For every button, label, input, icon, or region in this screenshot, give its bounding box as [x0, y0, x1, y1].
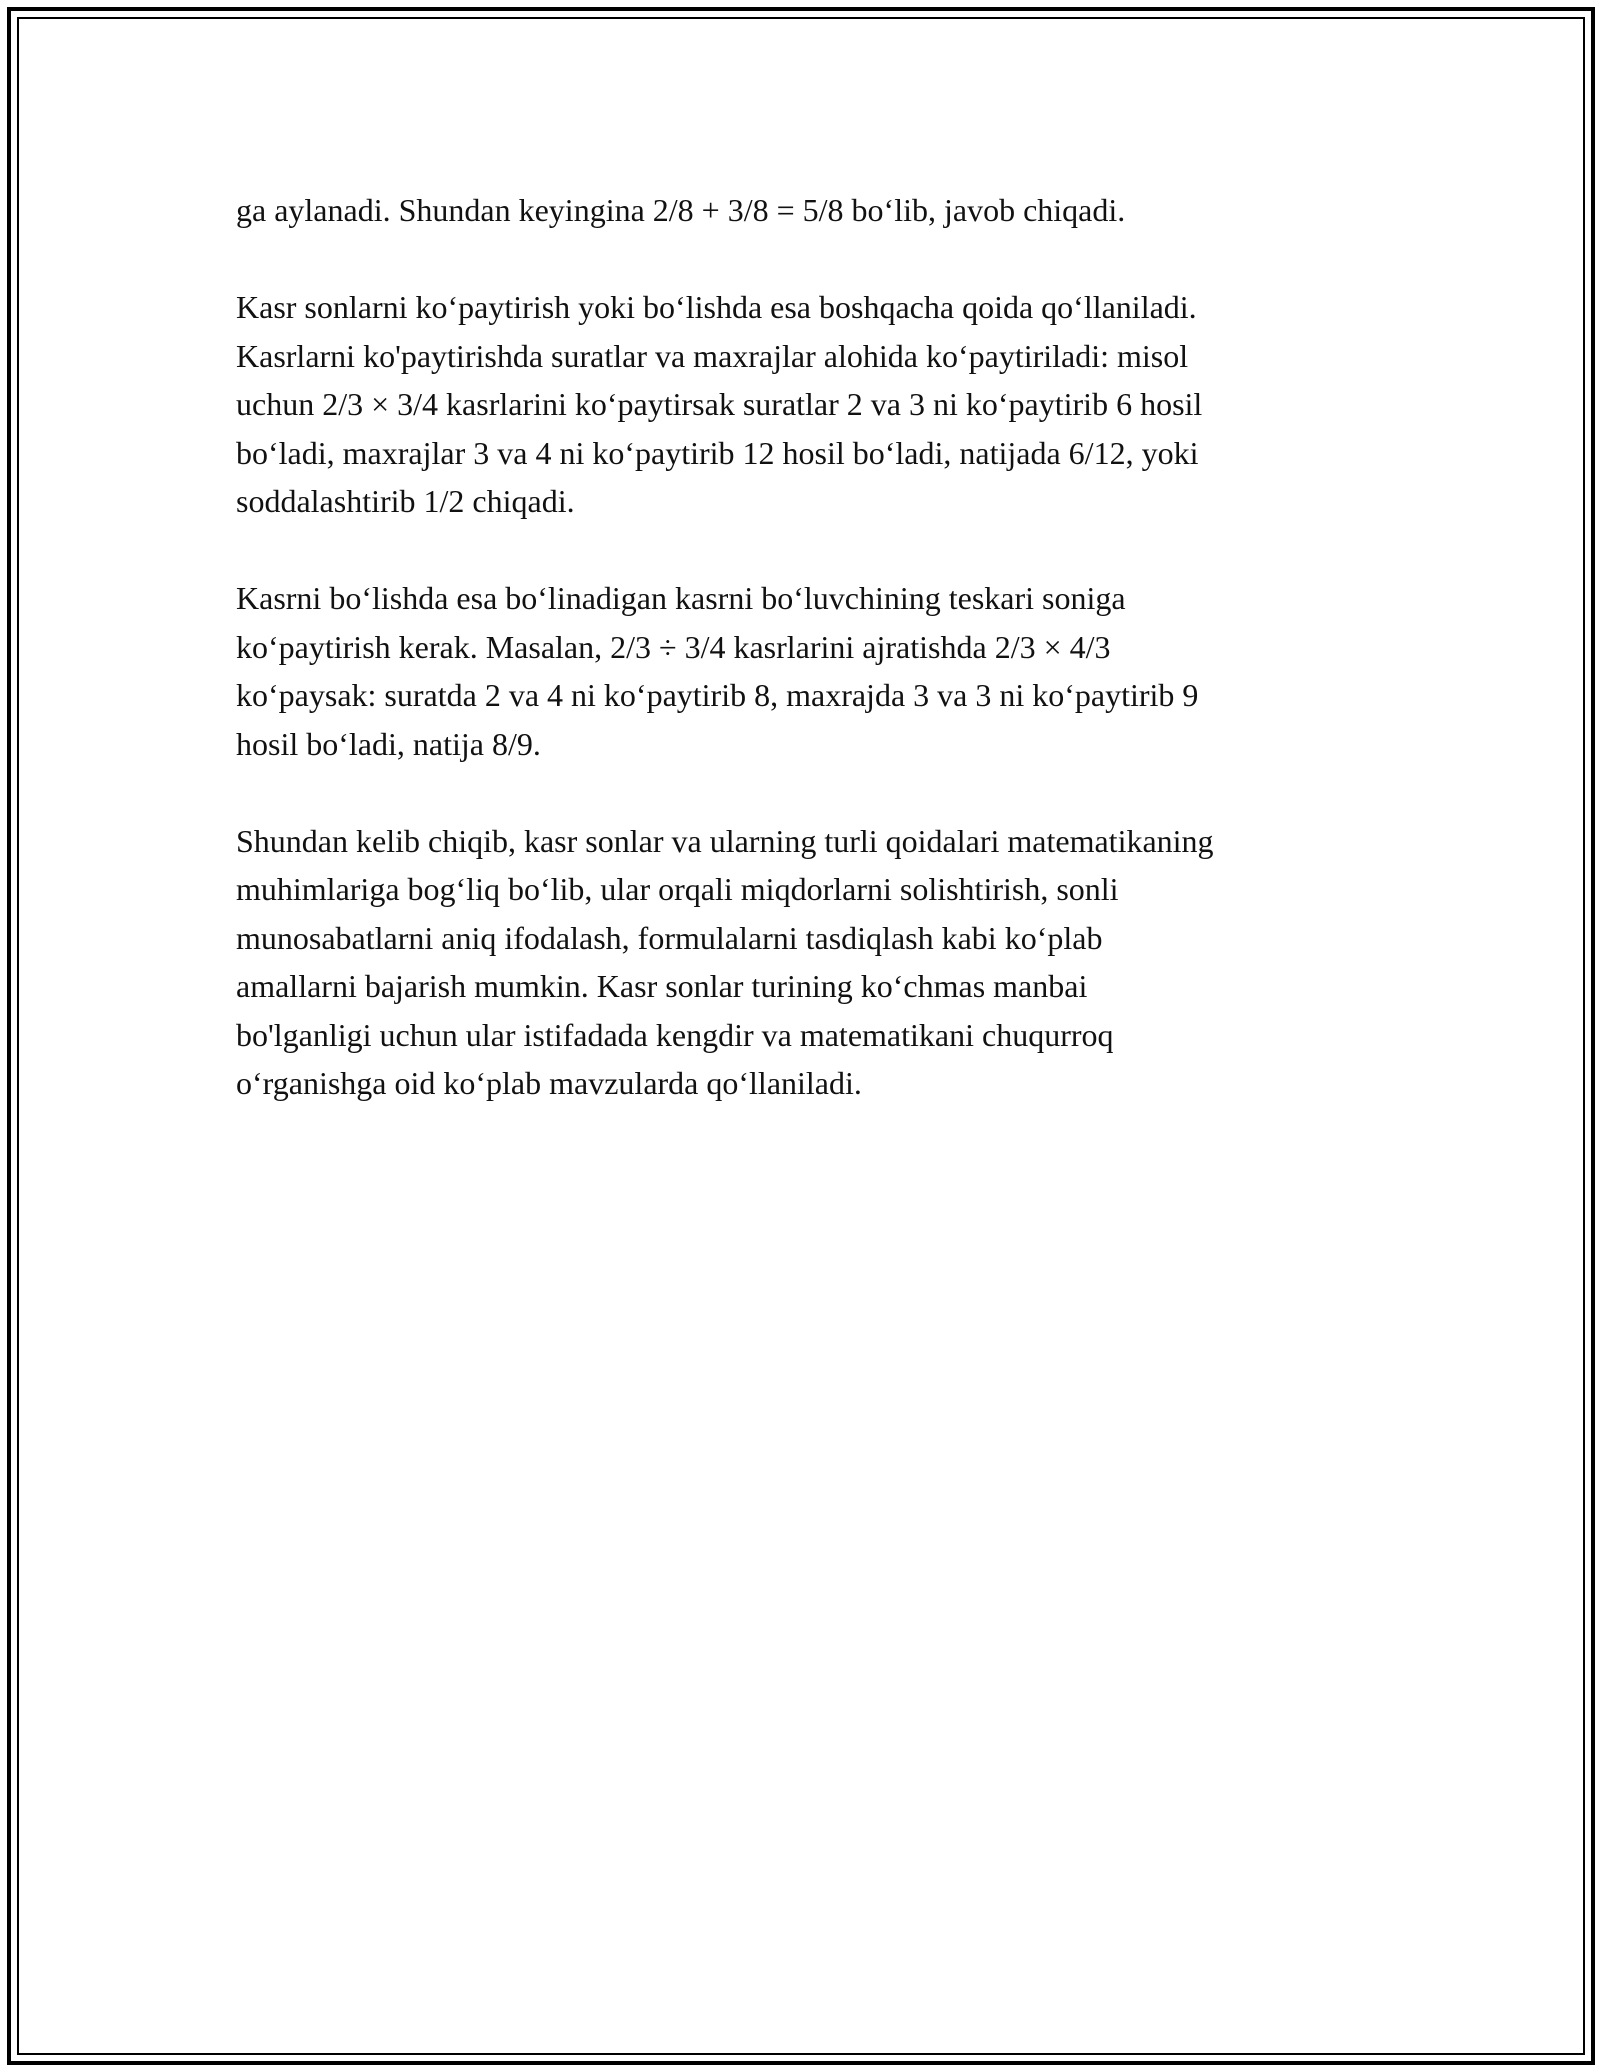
paragraph-1: [236, 186, 1376, 235]
text-line: Shundan kelib chiqib, kasr sonlar va ularning turli qoidalari matematikaning: [236, 822, 1214, 859]
text-line: Kasrlarni ko'paytirishda suratlar va maxrajlar alohida ko‘paytiriladi: misol: [236, 337, 1189, 374]
document-body: [236, 186, 1376, 1156]
text-line: Kasrni bo‘lishda esa bo‘linadigan kasrni bo‘luvchining teskari soniga: [236, 580, 1126, 616]
text-line: o‘rganishga oid ko‘plab mavzularda qo‘llaniladi.: [236, 1065, 862, 1101]
paragraph-3: [236, 574, 1376, 768]
text-line: ga aylanadi. Shundan keyingina 2/8 + 3/8 = 5/8 bo‘lib, javob chiqadi.: [236, 192, 1126, 228]
text-line: hosil bo‘ladi, natija 8/9.: [236, 725, 541, 762]
text-line: bo‘ladi, maxrajlar 3 va 4 ni ko‘paytirib 12 hosil bo‘ladi, natijada 6/12, yoki: [236, 434, 1199, 471]
text-line: ko‘paysak: suratda 2 va 4 ni ko‘paytirib 8, maxrajda 3 va 3 ni ko‘paytirib 9: [236, 677, 1199, 713]
text-line: amallarni bajarish mumkin. Kasr sonlar turining ko‘chmas manbai: [236, 968, 1088, 1004]
paragraph-2: [236, 283, 1376, 526]
text-line: Kasr sonlarni ko‘paytirish yoki bo‘lishda esa boshqacha qoida qo‘llaniladi.: [236, 289, 1197, 325]
text-line: uchun 2/3 × 3/4 kasrlarini ko‘paytirsak suratlar 2 va 3 ni ko‘paytirib 6 hosil: [236, 386, 1203, 422]
text-line: ko‘paytirish kerak. Masalan, 2/3 ÷ 3/4 kasrlarini ajratishda 2/3 × 4/3: [236, 628, 1111, 665]
paragraph-4: [236, 817, 1376, 1108]
text-line: soddalashtirib 1/2 chiqadi.: [236, 483, 575, 519]
text-line: bo'lganligi uchun ular istifadada kengdir va matematikani chuqurroq: [236, 1016, 1114, 1053]
text-line: munosabatlarni aniq ifodalash, formulalarni tasdiqlash kabi ko‘plab: [236, 919, 1103, 956]
text-line: muhimlariga bog‘liq bo‘lib, ular orqali miqdorlarni solishtirish, sonli: [236, 871, 1119, 907]
